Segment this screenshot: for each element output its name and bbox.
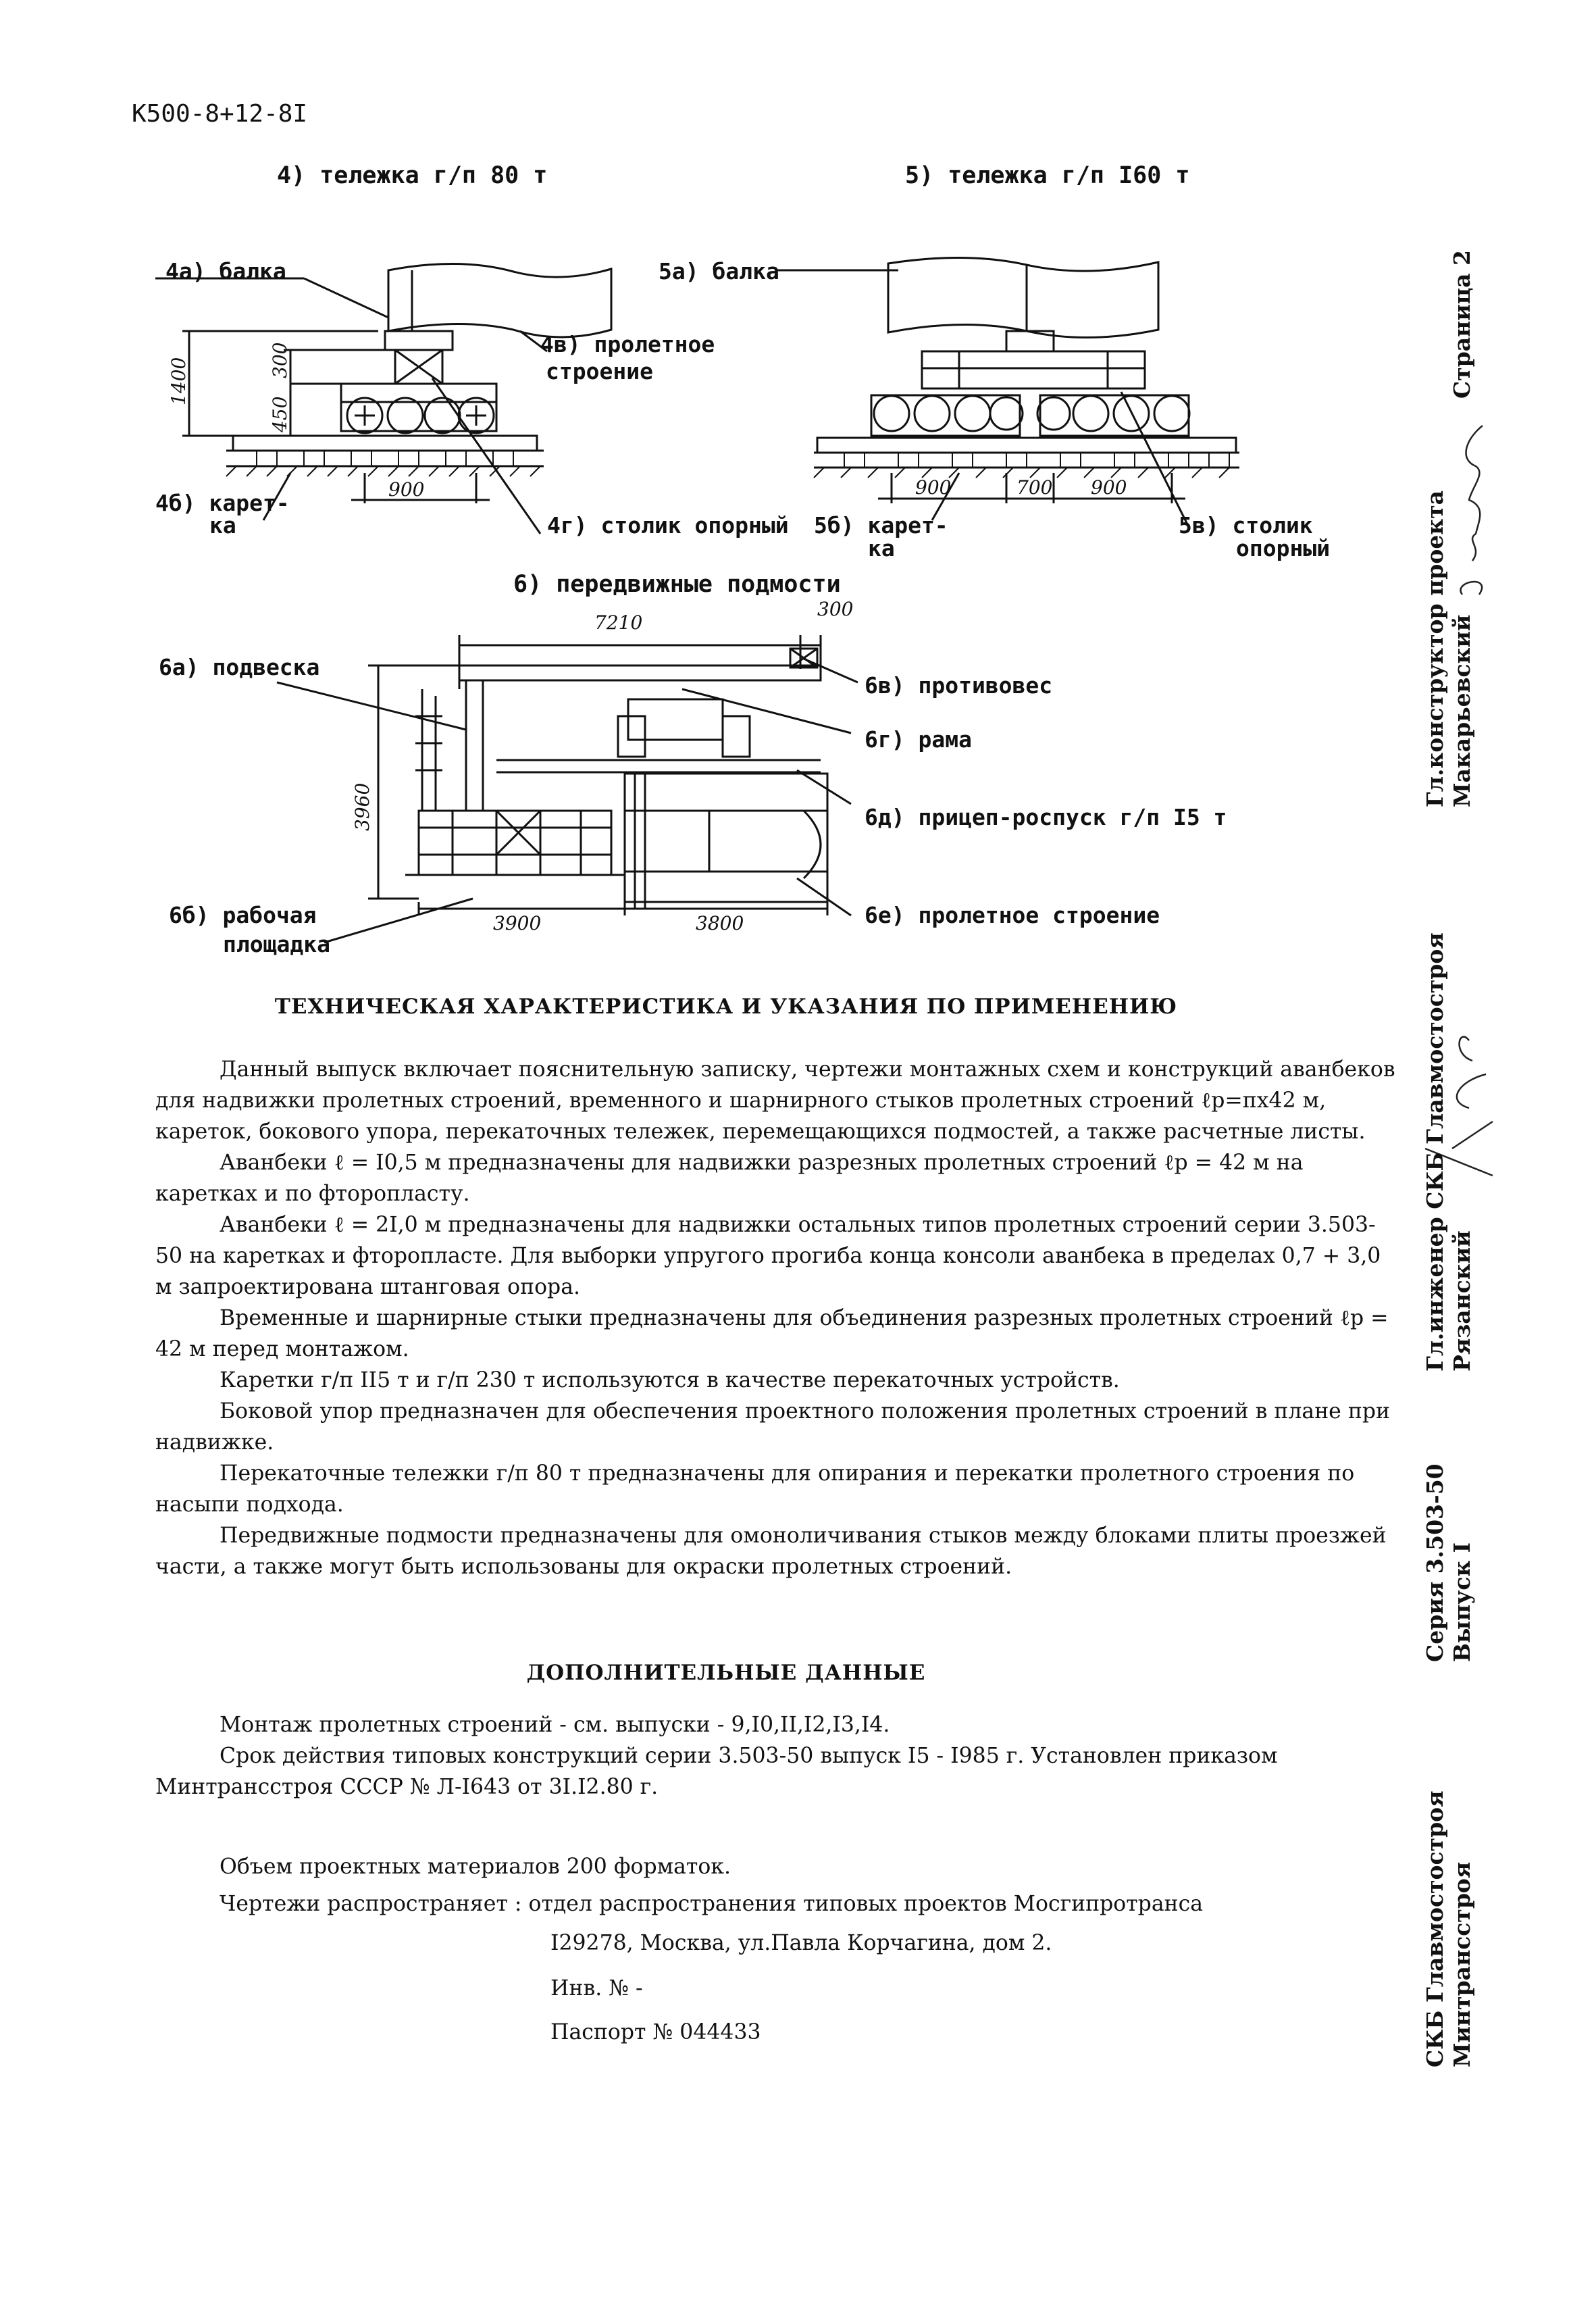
fig4-caption: 4) тележка г/п 80 т xyxy=(277,162,548,189)
address-line: I29278, Москва, ул.Павла Корчагина, дом 2. xyxy=(550,1931,1052,1955)
fig6-caption: 6) передвижные подмости xyxy=(513,571,841,598)
fig4-label-v1: 4в) пролетное xyxy=(540,331,715,357)
fig6-label-v: 6в) противовес xyxy=(865,672,1053,699)
fig5-label-b2: ка xyxy=(868,535,895,561)
spec-paragraph: Каретки г/п II5 т и г/п 230 т используются в качестве перекаточных устройств. xyxy=(220,1368,1120,1392)
fig6-label-b2: площадка xyxy=(223,931,330,957)
fig5-label-b1: 5б) карет- xyxy=(814,512,948,538)
fig6-work-platform xyxy=(419,811,611,875)
fig6-dim-300: 300 xyxy=(817,598,854,620)
fig6-label-e: 6е) пролетное строение xyxy=(865,902,1160,928)
fig5-dim-900a: 900 xyxy=(915,476,952,499)
fig5-beam xyxy=(888,257,1158,337)
sidebar-chief-engineer-title: Гл.инженер СКБ Главмостостроя xyxy=(1422,932,1448,1372)
fig4-dim-900: 900 xyxy=(388,478,425,501)
fig4-dim-1400: 1400 xyxy=(168,357,190,405)
fig4-support-table xyxy=(385,331,453,350)
fig4-label-v2: строение xyxy=(546,358,653,384)
sidebar-page: Страница 2 xyxy=(1449,249,1475,399)
spec-paragraph: Временные и шарнирные стыки предназначены для объединения разрезных пролетных строений ℓр = 42 м перед монтажом. xyxy=(155,1306,1389,1361)
fig4-label-b1: 4б) карет- xyxy=(155,490,290,516)
fig5-support-table xyxy=(922,351,1145,388)
fig5-dim-900b: 900 xyxy=(1091,476,1127,499)
fig6-top-beam xyxy=(459,665,821,680)
spec-paragraph: Данный выпуск включает пояснительную записку, чертежи монтажных схем и конструкций аванбеков для надвижки пролетных строений, временного и шарнирного стыков пролетных строений ℓр=пх42 м, кареток, бокового упора, перекаточных тележек, перемещающихся подмостей, а также расчетные листы. xyxy=(155,1057,1395,1144)
fig6-dim-7210: 7210 xyxy=(594,611,643,634)
document-code: К500-8+12-8I xyxy=(132,100,308,128)
sidebar-org1: СКБ Главмостостроя xyxy=(1422,1790,1448,2067)
fig5-label-v2: опорный xyxy=(1236,535,1331,561)
spec-paragraph: Аванбеки ℓ = 2I,0 м предназначены для надвижки остальных типов пролетных строений серии 3.503-50 на каретках и фторопласте. Для выборки упругого прогиба конца консоли аванбека в пределах 0,7 + 3,0 м запроектирована штанговая опора. xyxy=(155,1213,1381,1299)
extra-body xyxy=(155,1709,1398,1803)
fig4-label-g: 4г) столик опорный xyxy=(547,512,789,538)
fig6-label-d: 6д) прицеп-роспуск г/п I5 т xyxy=(865,804,1227,830)
extra-title: ДОПОЛНИТЕЛЬНЫЕ ДАННЫЕ xyxy=(526,1661,926,1685)
fig4-dim-450: 450 xyxy=(269,396,291,432)
fig6-dim-3800: 3800 xyxy=(696,912,744,934)
fig6-dim-3960: 3960 xyxy=(351,782,374,831)
spec-paragraph: Передвижные подмости предназначены для омоноличивания стыков между блоками плиты проезжей части, а также могут быть использованы для окраски пролетных строений. xyxy=(155,1524,1387,1579)
distributor-line: Чертежи распространяет : отдел распространения типовых проектов Мосгипротранса xyxy=(220,1892,1204,1916)
sidebar-chief-designer-title: Гл.конструктор проекта xyxy=(1422,490,1448,807)
spec-paragraph: Перекаточные тележки г/п 80 т предназначены для опирания и перекатки пролетного строения по насыпи подхода. xyxy=(155,1461,1355,1517)
sidebar-series: Серия 3.503-50 xyxy=(1422,1463,1448,1662)
fig5-rail xyxy=(817,438,1236,453)
signature-makarievsky xyxy=(1461,426,1483,595)
fig6-suspension xyxy=(415,689,442,811)
fig4-rail xyxy=(233,436,537,451)
fig4-label-b2: ка xyxy=(209,512,236,538)
figure5-drawing xyxy=(777,257,1239,527)
fig4-beam xyxy=(388,263,611,337)
fig6-span-structure xyxy=(625,774,827,902)
fig5-label-a: 5а) балка xyxy=(659,258,779,284)
spec-title: ТЕХНИЧЕСКАЯ ХАРАКТЕРИСТИКА И УКАЗАНИЯ ПО ПРИМЕНЕНИЮ xyxy=(274,995,1178,1019)
sidebar-issue: Выпуск I xyxy=(1449,1542,1475,1662)
sidebar-chief-engineer-name: Рязанский xyxy=(1449,1230,1475,1372)
fig6-label-b1: 6б) рабочая xyxy=(169,902,317,928)
fig6-label-g: 6г) рама xyxy=(865,726,972,753)
spec-body xyxy=(155,1054,1398,1582)
sidebar-chief-designer-name: Макарьевский xyxy=(1449,614,1475,807)
fig6-label-a: 6а) подвеска xyxy=(159,654,320,680)
passport-line: Паспорт № 044433 xyxy=(550,2020,761,2044)
inventory-line: Инв. № - xyxy=(550,1976,643,2001)
extra-paragraph: Срок действия типовых конструкций серии 3.503-50 выпуск I5 - I985 г. Установлен приказом Минтрансстроя СССР № Л-I643 от 3I.I2.80 г. xyxy=(155,1744,1278,1799)
volume-line: Объем проектных материалов 200 форматок. xyxy=(220,1855,731,1879)
fig6-dim-3900: 3900 xyxy=(493,912,542,934)
fig4-dim-300: 300 xyxy=(269,342,291,378)
fig5-label-v1: 5в) столик xyxy=(1179,512,1313,538)
fig4-label-a: 4а) балка xyxy=(165,258,286,284)
spec-paragraph: Аванбеки ℓ = I0,5 м предназначены для надвижки разрезных пролетных строений ℓр = 42 м на каретках и по фторопласту. xyxy=(155,1151,1304,1206)
spec-paragraph: Боковой упор предназначен для обеспечения проектного положения пролетных строений в плане при надвижке. xyxy=(155,1399,1390,1455)
extra-paragraph: Монтаж пролетных строений - см. выпуски - 9,I0,II,I2,I3,I4. xyxy=(220,1713,890,1737)
fig5-dim-700: 700 xyxy=(1016,476,1053,499)
sidebar-org2: Минтрансстроя xyxy=(1449,1861,1475,2067)
fig5-caption: 5) тележка г/п I60 т xyxy=(905,162,1190,189)
